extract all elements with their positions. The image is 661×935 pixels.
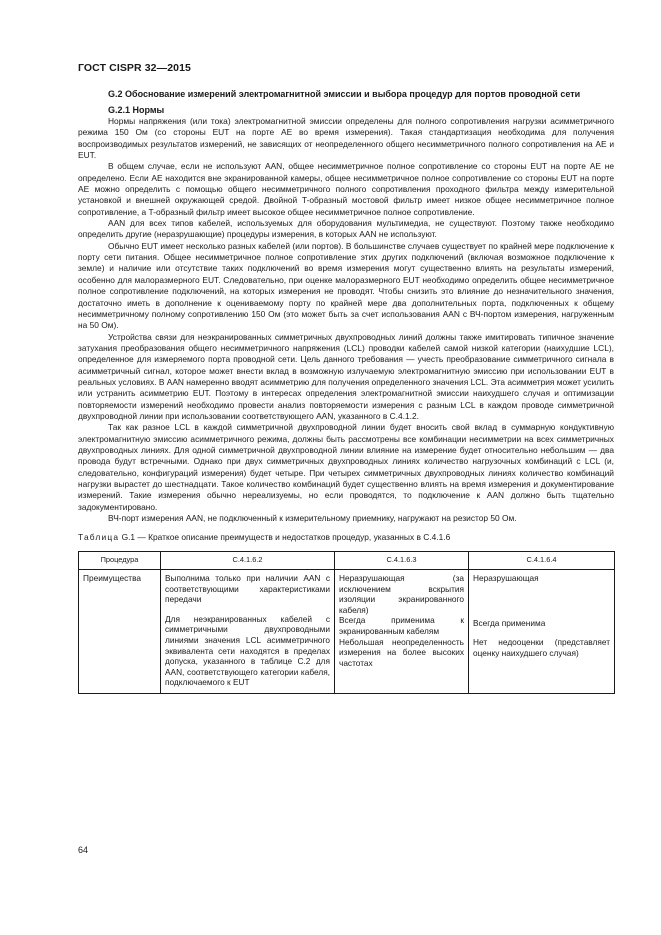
table-caption-prefix: Таблица	[78, 532, 120, 543]
cell-text: Неразрушающая (за исключением вскрытия изоляции экранированного кабеля)	[339, 572, 464, 615]
document-header: ГОСТ CISPR 32—2015	[78, 62, 191, 74]
table-header-cell: C.4.1.6.3	[335, 552, 469, 570]
subsection-heading: G.2.1 Нормы	[108, 104, 165, 115]
cell-text: Всегда применима	[473, 617, 546, 628]
paragraph: ВЧ-порт измерения AAN, не подключенный к измерительному приемнику, нагружают на резистор 50 Ом.	[108, 513, 517, 524]
table-cell	[335, 569, 469, 693]
table-header-cell: C.4.1.6.2	[161, 552, 335, 570]
table-cell	[161, 569, 335, 693]
section-heading: G.2 Обоснование измерений электромагнитной эмиссии и выбора процедур для портов проводной сети	[108, 89, 581, 99]
row-label-cell	[79, 569, 161, 693]
paragraph: Устройства связи для неэкранированных симметричных двухпроводных линий должны также имитировать типичное значение затухания преобразования общего несимметричного напряжения (LCL) проводки кабелей самой низкой категории (наихудшие LCL), определенное для измеряемого порта проводной сети. Цель данного требования — учесть преобразование симметричного сигнала в асимметричный сигнал, которое может внести вклад в возможную излучаемую электромагнитную эмиссию при использовании EUT в реальных условиях. В AAN намеренно вводят асимметрию для получения определенного значения LCL. Эта асимметрия может усилить или устранить асимметрию EUT. Поэтому в интересах определения электромагнитной эмиссии наихудшего случая и оптимизации повторяемости измерений необходимо провести анализ повторяемости измерения с разным LCL в каждом проводе симметричной двухпроводной линии при использовании соответствующего AAN, указанного в C.4.1.2.	[78, 331, 614, 421]
page-number: 64	[78, 845, 89, 855]
table-caption	[78, 532, 614, 543]
page-content	[78, 89, 614, 694]
table-header-cell: Процедура	[79, 552, 161, 570]
cell-text: Выполнима только при наличии AAN с соответствующими характеристиками передачи	[165, 572, 330, 605]
paragraph: AAN для всех типов кабелей, используемых для оборудования мультимедиа, не существуют. Поэтому также необходимо определить другие (неразрушающие) процедуры измерения, в которых AAN не используют.	[78, 218, 614, 240]
cell-text: Неразрушающая	[473, 572, 539, 583]
cell-text: Нет недооценки (представляет оценку наихудшего случая)	[473, 637, 610, 658]
paragraph: В общем случае, если не используют AAN, общее несимметричное полное сопротивление со стороны EUT на порте AE не определено. Если AE находится вне экранированной камеры, общее несимметричное полное сопротивление со стороны EUT на порте AE можно определить с помощью общего несимметричного полного сопротивления проходного фильтра между измерительной установкой и внешней окружающей средой. Двойной T-образный мостовой фильтр имеет низкое общее несимметричное полное сопротивление, а T-образный фильтр имеет высокое общее несимметричное полное сопротивление.	[78, 161, 614, 217]
paragraph: Так как разное LCL в каждой симметричной двухпроводной линии будет вносить свой вклад в суммарную кондуктивную электромагнитную эмиссию асимметричного режима, должны быть рассмотрены все комбинации несимметрии на всех симметричных двухпроводных линиях. Для одной симметричной двухпроводной линии влияние на измерение будет относительно небольшим — два провода будут встречными. Однако при двух симметричных двухпроводных линиях количество нагрузочных комбинаций с LCL (и, следовательно, конфигураций измерения) будет четыре. При четырех симметричных двухпроводных линиях количество комбинаций нагрузки вырастет до шестнадцати. Такое количество комбинаций будет существенно влиять на время измерения и документирование измерений. Такие измерения обычно нереализуемы, но если проводятся, то подключение к AAN должно быть тщательно задокументировано.	[78, 422, 614, 512]
table-header-row	[79, 552, 615, 570]
cell-text: Небольшая неопределенность измерения на более высоких частотах	[339, 636, 464, 668]
cell-text: Всегда применима к экранированным кабелям	[339, 615, 464, 636]
paragraph: Обычно EUT имеет несколько разных кабелей (или портов). В большинстве случаев существует по крайней мере подключение к порту сети питания. Общее несимметричное полное сопротивление этих других подключений (включая возможное подключение к земле) и наличие или отсутствие таких подключений во время измерения могут существенно влиять на результаты измерений, особенно для малоразмерного EUT. Следовательно, при оценке малоразмерного EUT необходимо определить общее несимметричное полное сопротивление подключений, на которых измерения не проводят. Чтобы снизить это влияние до незначительного значения, достаточно иметь в дополнение к оцениваемому порту по крайней мере два дополнительных порта, подключенных к общему несимметричному полному сопротивлению 150 Ом (это может быть за счет использования AAN с ВЧ-портом измерения, нагруженным на 50 Ом).	[78, 240, 614, 331]
table-row	[79, 569, 615, 693]
table-caption-text: G.1 — Краткое описание преимуществ и недостатков процедур, указанных в C.4.1.6	[121, 532, 451, 543]
cell-text: Для неэкранированных кабелей с симметричными двухпроводными линиями значения LCL асимметричного эквивалента сети находятся в пределах допуска, указанного в таблице C.2 для AAN, соответствующего категории кабеля, подключаемого к EUT	[165, 613, 330, 688]
paragraph: Нормы напряжения (или тока) электромагнитной эмиссии определены для полного сопротивления нагрузки асимметричного режима 150 Ом (со стороны EUT на порте AE во время измерения). Такая стандартизация необходима для получения воспроизводимых результатов измерений, не зависящих от неопределенного общего несимметричного полного сопротивления на AE и EUT.	[78, 116, 614, 161]
table-header-cell: C.4.1.6.4	[469, 552, 615, 570]
row-label: Преимущества	[83, 572, 141, 583]
table-cell	[469, 569, 615, 693]
comparison-table	[78, 551, 615, 694]
